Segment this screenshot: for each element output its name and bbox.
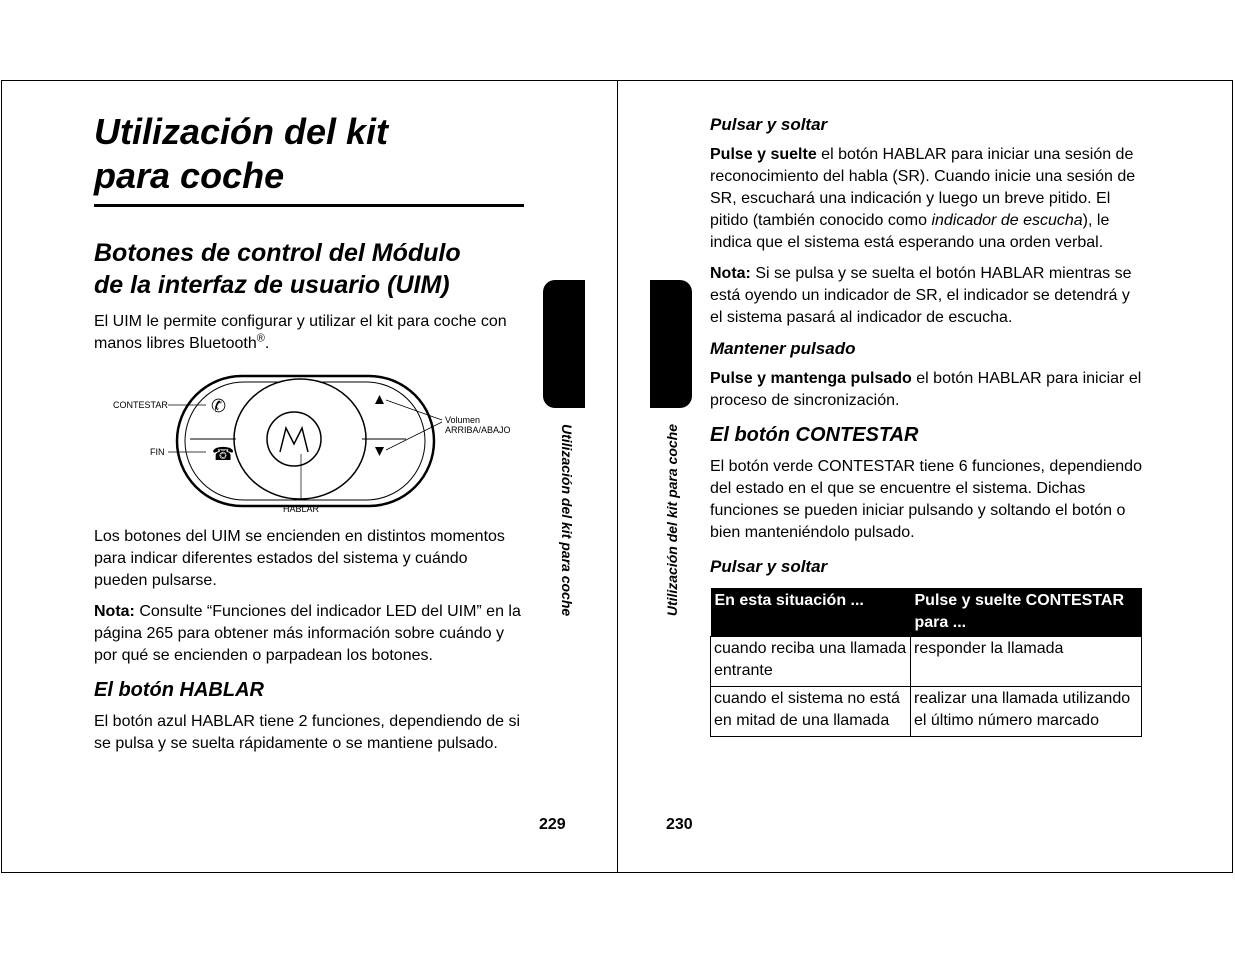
contestar-phone-icon: ✆ — [211, 396, 227, 417]
side-label-left: Utilización del kit para coche — [559, 424, 575, 617]
page-title-line1: Utilización del kit — [94, 111, 389, 152]
table-header-accion: Pulse y suelte CONTESTAR para ... — [911, 588, 1142, 637]
right-page — [710, 114, 1142, 737]
note-text: Consulte “Funciones del indicador LED del UIM” en la página 265 para obtener más información sobre cuándo y por qué se encienden o parpadean los botones. — [94, 603, 521, 664]
contestar-heading: El botón CONTESTAR — [710, 424, 919, 446]
label-fin: FIN — [150, 447, 165, 457]
note-label: Nota: — [94, 603, 135, 620]
note-paragraph — [94, 601, 524, 667]
leader-vol-up — [386, 400, 442, 420]
hablar-paragraph: El botón azul HABLAR tiene 2 funciones, dependiendo de si se pulsa y se suelta rápidamente o se mantiene pulsado. — [94, 713, 521, 752]
table-header-row — [711, 588, 1142, 637]
p2-bold: Pulse y mantenga pulsado — [710, 370, 912, 387]
page-number-left: 229 — [539, 816, 566, 833]
p1-text-b: ), le indica que el sistema está esperando una orden verbal. — [710, 212, 1110, 251]
label-volumen-2: ARRIBA/ABAJO — [445, 425, 511, 435]
fin-phone-icon: ☎ — [212, 444, 235, 465]
uim-diagram — [94, 364, 524, 514]
contestar-table — [710, 588, 1142, 737]
chapter-tab-left — [543, 280, 585, 408]
p2-text: el botón HABLAR para iniciar el proceso de sincronización. — [710, 370, 1142, 409]
page-title-line2: para coche — [94, 155, 285, 196]
table-row — [711, 687, 1142, 737]
volume-down-icon — [375, 447, 384, 456]
page-divider — [617, 80, 618, 873]
registered-mark: ® — [256, 332, 265, 345]
hablar-heading: El botón HABLAR — [94, 679, 264, 701]
p1-text-a: el botón HABLAR para iniciar una sesión de reconocimiento del habla (SR). Cuando inicie una sesión de SR, escuchará una indicación y luego un breve pitido. El pitido (también conocido como — [710, 146, 1136, 229]
intro-end: . — [264, 335, 270, 352]
volume-up-icon — [375, 395, 384, 404]
table-header-situacion: En esta situación ... — [711, 588, 911, 637]
uim-device-illustration — [94, 364, 524, 514]
label-volumen-1: Volumen — [445, 415, 481, 425]
p1-italic: indicador de escucha — [931, 212, 1083, 229]
section-title-line1: Botones de control del Módulo — [94, 239, 461, 267]
contestar-paragraph: El botón verde CONTESTAR tiene 6 funciones, dependiendo del estado en el que se encuentre el sistema. Dichas funciones se pueden iniciar pulsando y soltando el botón o bien manteniéndolo pulsado. — [710, 458, 1142, 541]
table-cell: cuando el sistema no está en mitad de una llamada — [711, 687, 911, 737]
label-contestar: CONTESTAR — [113, 400, 168, 410]
pulsar-heading-1: Pulsar y soltar — [710, 115, 828, 134]
table-cell: responder la llamada — [911, 637, 1142, 687]
side-label-right: Utilización del kit para coche — [664, 424, 680, 617]
label-hablar: HABLAR — [283, 504, 320, 514]
pulse-suelte-paragraph — [710, 144, 1142, 254]
p1-bold: Pulse y suelte — [710, 146, 817, 163]
intro-paragraph — [94, 311, 524, 355]
table-row — [711, 637, 1142, 687]
mantener-heading: Mantener pulsado — [710, 339, 856, 358]
table-cell: cuando reciba una llamada entrante — [711, 637, 911, 687]
table-cell: realizar una llamada utilizando el último número marcado — [911, 687, 1142, 737]
pulsar-heading-2: Pulsar y soltar — [710, 557, 828, 576]
chapter-tab-right — [650, 280, 692, 408]
note-paragraph-right — [710, 263, 1142, 329]
page-title — [94, 110, 524, 207]
center-ring — [234, 379, 366, 499]
intro-text: El UIM le permite configurar y utilizar el kit para coche con manos libres Bluetooth — [94, 313, 507, 352]
note-label-right: Nota: — [710, 265, 751, 282]
buttons-paragraph: Los botones del UIM se encienden en distintos momentos para indicar diferentes estados del sistema y cuándo pueden pulsarse. — [94, 528, 505, 589]
section-title-line2: de la interfaz de usuario (UIM) — [94, 271, 450, 299]
page-number-right: 230 — [666, 816, 693, 833]
note-text-right: Si se pulsa y se suelta el botón HABLAR mientras se está oyendo un indicador de SR, el indicador se detendrá y el sistema pasará al indicador de escucha. — [710, 265, 1132, 326]
section-title — [94, 237, 524, 301]
left-page — [94, 110, 524, 764]
mantener-paragraph — [710, 368, 1142, 412]
